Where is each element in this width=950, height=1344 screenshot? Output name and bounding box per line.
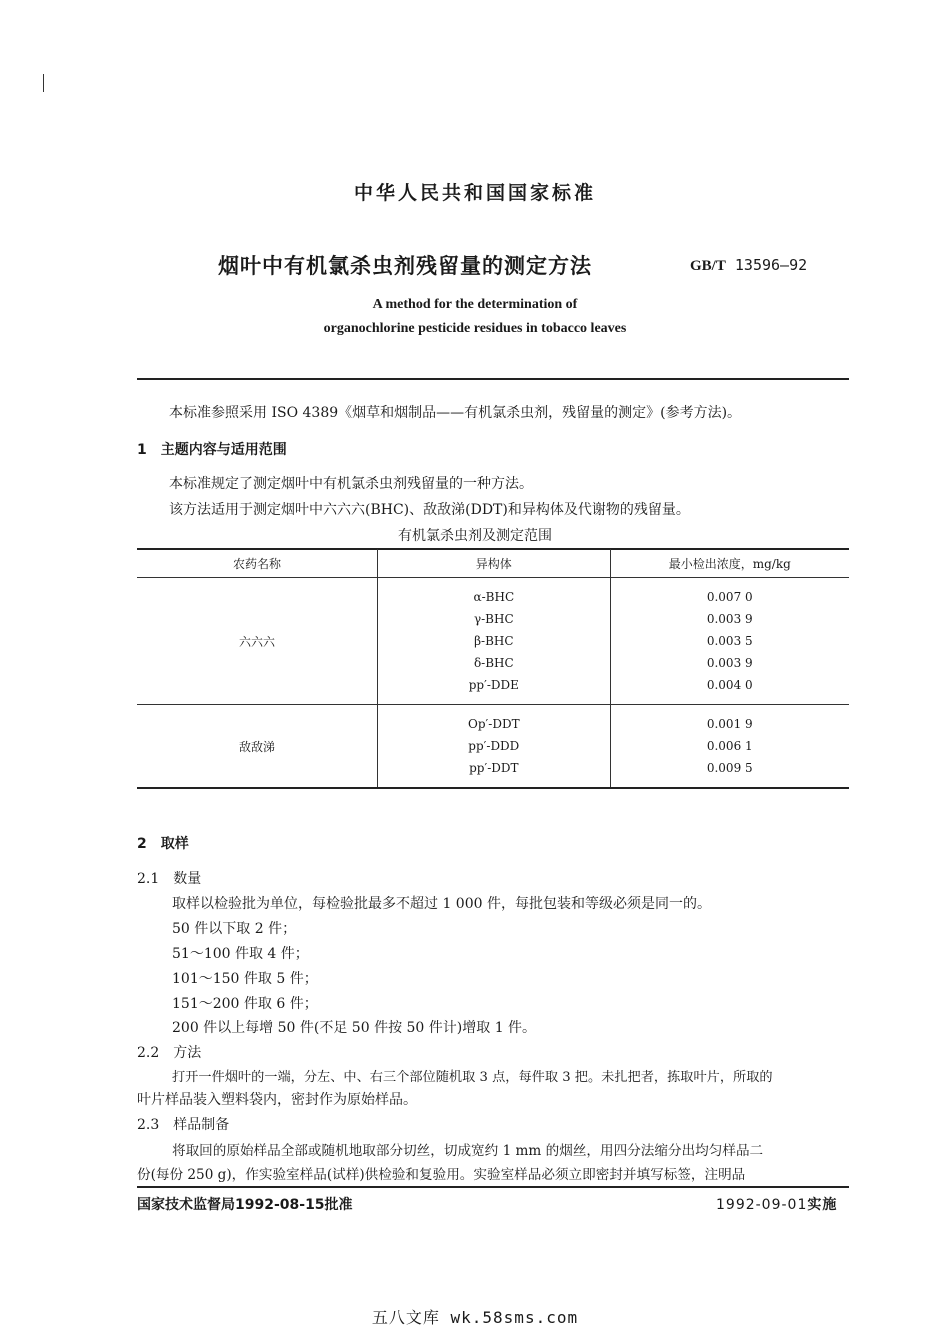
value-cell: 0.006 1 — [706, 739, 753, 753]
value-list — [610, 705, 849, 788]
value-cell: 0.001 9 — [706, 717, 753, 731]
table-caption: 有机氯杀虫剂及测定范围 — [398, 528, 552, 544]
section-2-1-line: 50 件以下取 2 件； — [172, 921, 297, 937]
value-cell: 0.009 5 — [706, 761, 753, 775]
effective-label: 实施 — [807, 1197, 838, 1213]
value-cell: 0.004 0 — [706, 678, 753, 692]
table-header-row — [137, 549, 849, 578]
pesticide-name: 六六六 — [239, 634, 276, 649]
value-cell: 0.003 9 — [706, 656, 753, 670]
section-2-2-line-2: 叶片样品装入塑料袋内，密封作为原始样品。 — [137, 1092, 417, 1108]
table-header-isomer: 异构体 — [378, 549, 610, 578]
standard-number — [690, 256, 807, 275]
section-2-heading: 2 取样 — [137, 836, 189, 852]
section-1-para-1: 本标准规定了测定烟叶中有机氯杀虫剂残留量的一种方法。 — [169, 476, 533, 492]
table-header-name: 农药名称 — [137, 549, 378, 578]
isomer-cell: pp′-DDD — [468, 739, 520, 753]
watermark-text: 五八文库 wk.58sms.com — [371, 1308, 579, 1327]
section-2-1-line: 200 件以上每增 50 件(不足 50 件按 50 件计)增取 1 件。 — [172, 1020, 537, 1036]
section-2-3-heading: 2.3 样品制备 — [137, 1117, 230, 1133]
isomer-cell: pp′-DDE — [468, 678, 519, 692]
section-2-3-line-2: 份(每份 250 g)，作实验室样品(试样)供检验和复验用。实验室样品必须立即密封并填写标签，注明品 — [137, 1167, 746, 1183]
value-list — [610, 578, 849, 705]
isomer-cell: α-BHC — [473, 590, 515, 604]
section-2-1-line: 51～100 件取 4 件； — [172, 946, 309, 962]
document-title-cn: 烟叶中有机氯杀虫剂残留量的测定方法 — [218, 254, 592, 278]
table-bottom-rule — [137, 787, 849, 789]
intro-text: 本标准参照采用 ISO 4389《烟草和烟制品——有机氯杀虫剂，残留量的测定》(参考方法)。 — [169, 405, 742, 421]
approval-notice: 国家技术监督局1992-08-15批准 — [137, 1197, 353, 1213]
header-divider — [137, 378, 849, 380]
section-2-3-line-1: 将取回的原始样品全部或随机地取部分切丝，切成宽约 1 mm 的烟丝，用四分法缩分出均匀样品二 — [172, 1143, 764, 1159]
value-cell: 0.003 9 — [706, 612, 753, 626]
standard-code: 13596—92 — [734, 256, 808, 274]
table-row — [137, 578, 849, 705]
document-title-en-line2: organochlorine pesticide residues in tobacco leaves — [323, 321, 627, 336]
pesticide-name: 敌敌涕 — [137, 705, 378, 788]
effective-date: 1992-09-01 — [716, 1197, 808, 1213]
margin-mark — [43, 74, 44, 92]
isomer-cell: γ-BHC — [473, 612, 514, 626]
footer-rule — [137, 1186, 849, 1188]
table-header-min-conc: 最小检出浓度，mg/kg — [610, 549, 849, 578]
section-2-2-line-1: 打开一件烟叶的一端，分左、中、右三个部位随机取 3 点，每件取 3 把。未扎把者，拣取叶片，所取的 — [172, 1070, 773, 1085]
isomer-cell: δ-BHC — [473, 656, 514, 670]
pesticide-table — [137, 549, 849, 787]
isomer-cell: Op′-DDT — [468, 717, 520, 731]
national-standard-heading: 中华人民共和国国家标准 — [353, 182, 596, 204]
isomer-list — [378, 578, 610, 705]
isomer-list — [378, 705, 610, 788]
section-2-1-line: 101～150 件取 5 件； — [172, 971, 318, 987]
effective-notice — [716, 1194, 837, 1214]
isomer-cell: pp′-DDT — [469, 761, 519, 775]
section-1-heading: 1 主题内容与适用范围 — [137, 442, 287, 458]
section-2-1-line: 取样以检验批为单位，每检验批最多不超过 1 000 件，每批包装和等级必须是同一的。 — [172, 896, 711, 912]
value-cell: 0.007 0 — [706, 590, 753, 604]
isomer-cell: β-BHC — [474, 634, 514, 648]
value-cell: 0.003 5 — [706, 634, 753, 648]
table-row — [137, 705, 849, 788]
standard-prefix: GB/T — [690, 258, 726, 274]
section-2-1-heading: 2.1 数量 — [137, 871, 202, 887]
section-2-1-line: 151～200 件取 6 件； — [172, 996, 318, 1012]
section-1-para-2: 该方法适用于测定烟叶中六六六(BHC)、敌敌涕(DDT)和异构体及代谢物的残留量。 — [169, 502, 690, 518]
document-title-en-line1: A method for the determination of — [372, 297, 578, 312]
section-2-2-heading: 2.2 方法 — [137, 1045, 202, 1061]
